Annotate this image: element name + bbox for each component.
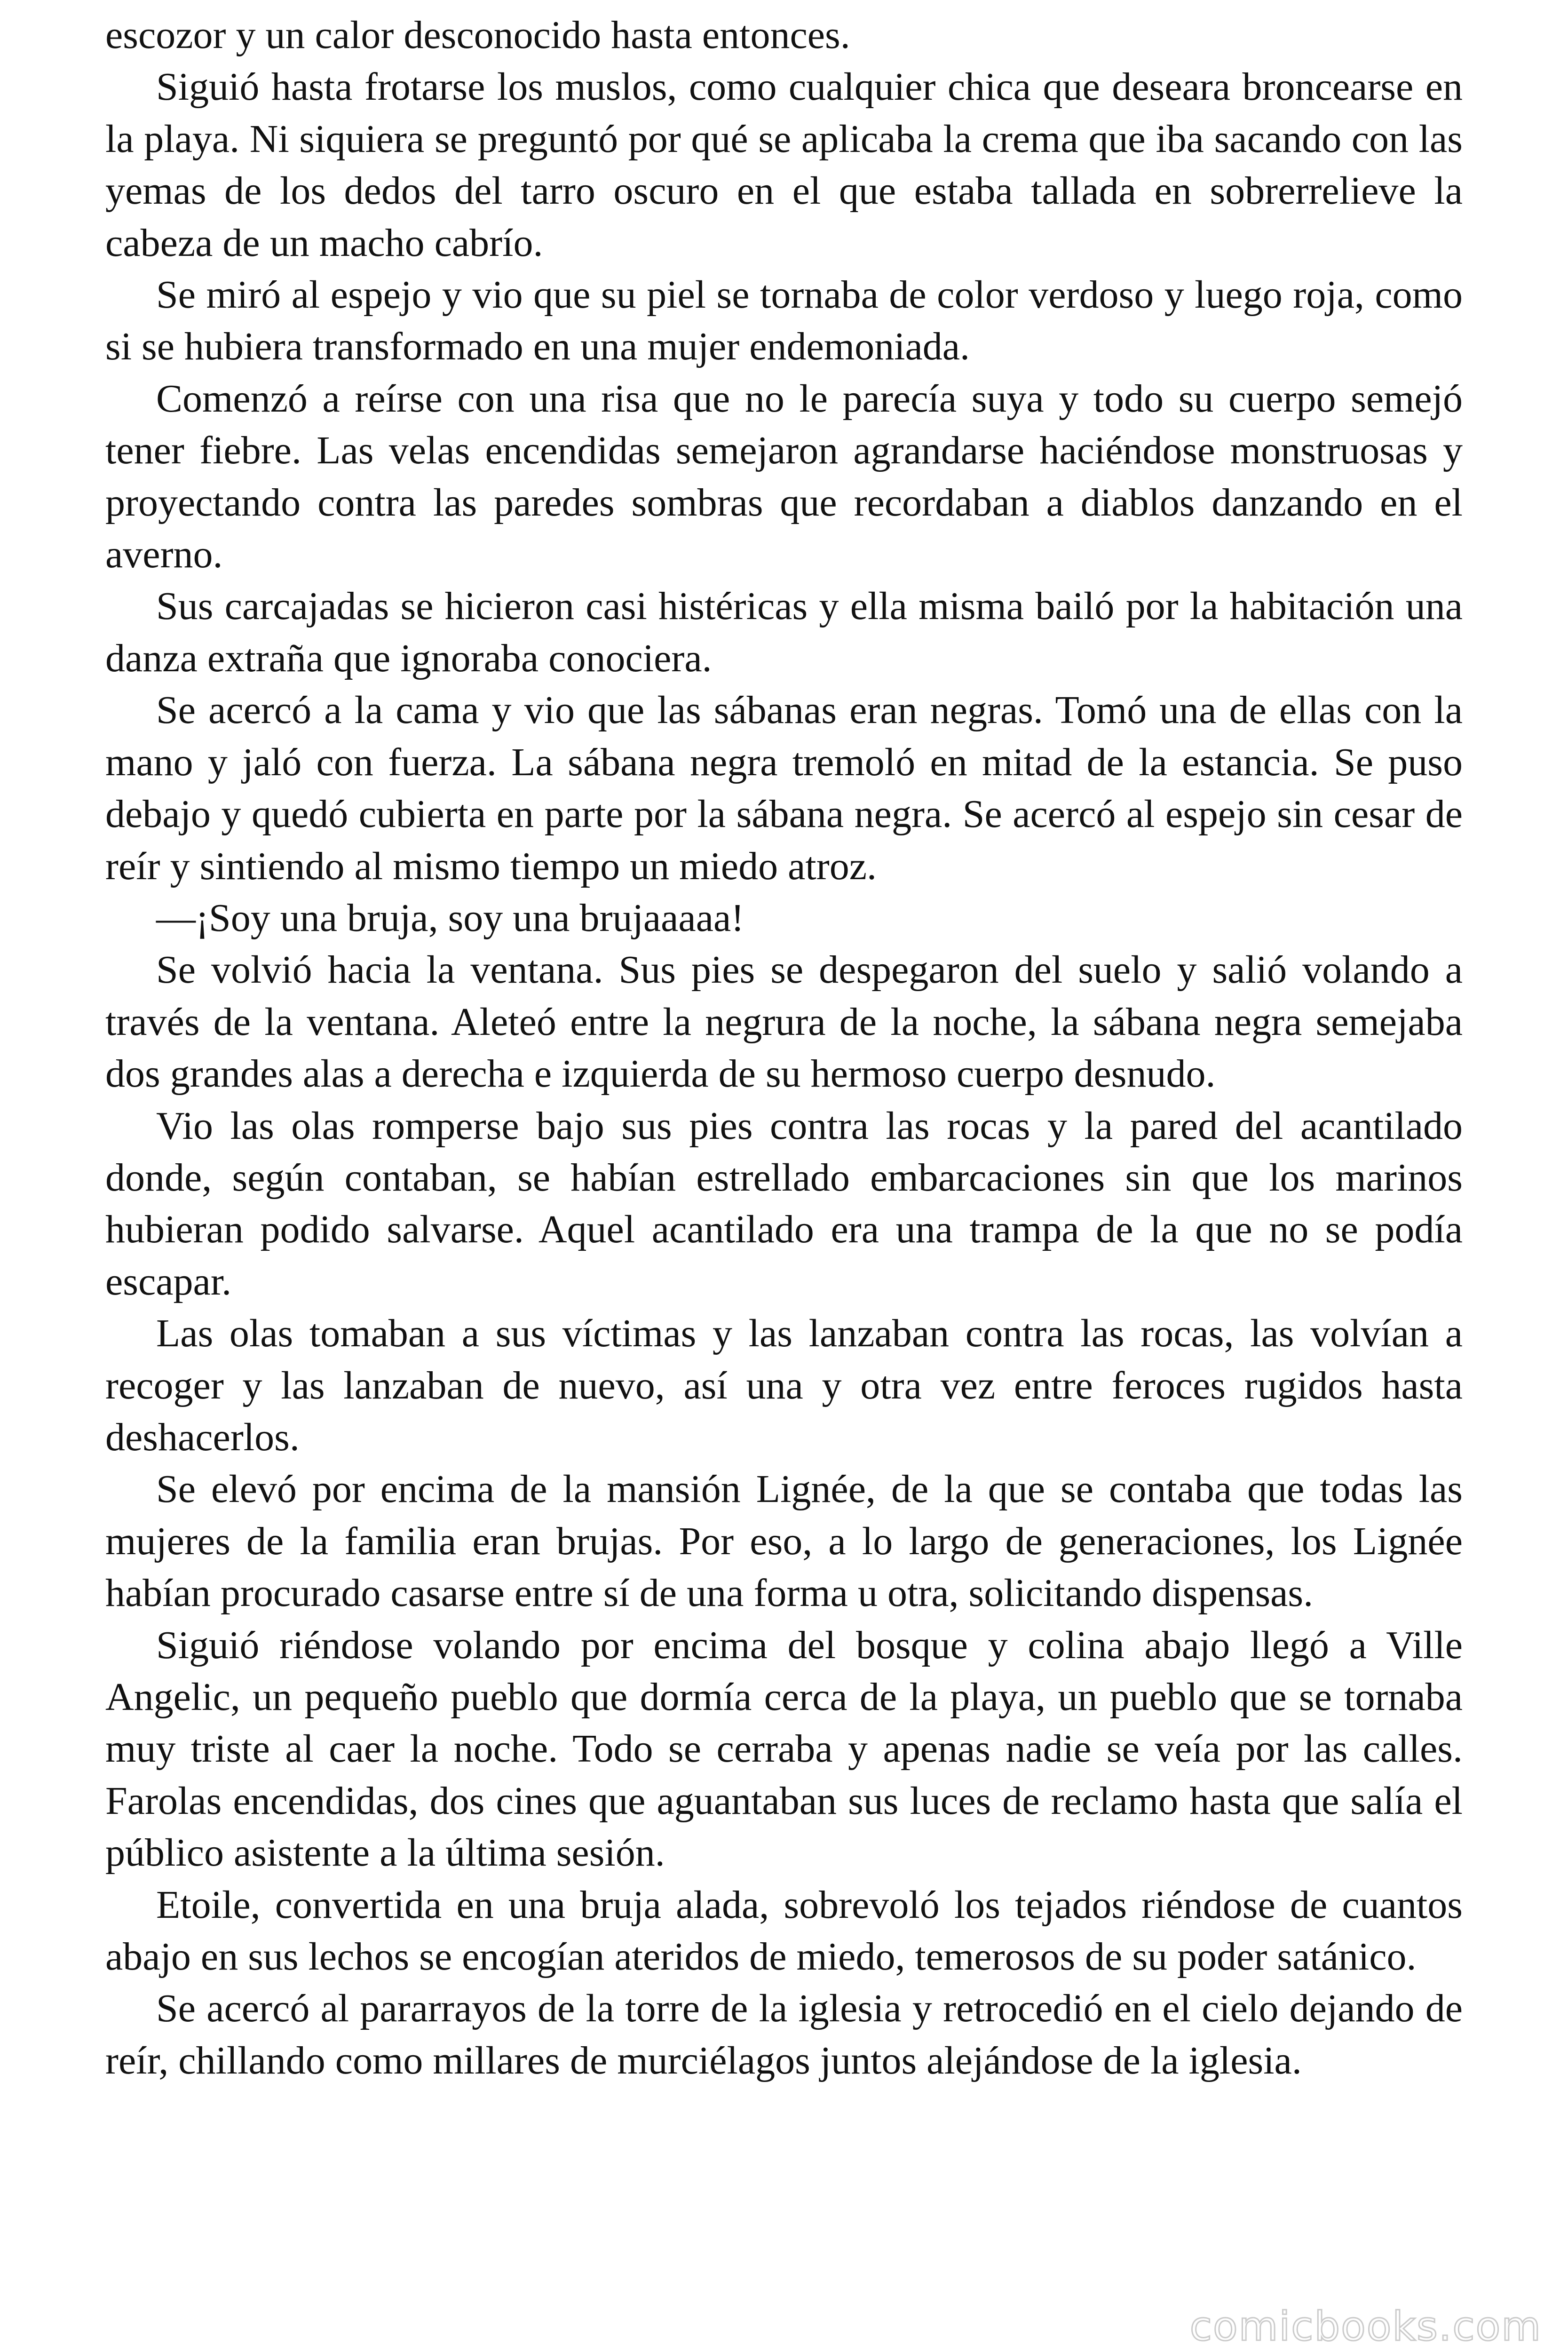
paragraph: Siguió hasta frotarse los muslos, como cualquier chica que deseara broncearse en la playa. Ni siquiera se preguntó por qué se aplicaba la crema que iba sacando con las yemas de los dedos del tarro oscuro en el que estaba tallada en sobrerrelieve la cabeza de un macho cabrío. [105,65,1463,265]
paragraph: Vio las olas romperse bajo sus pies contra las rocas y la pared del acantilado donde, según contaban, se habían estrellado embarcaciones sin que los marinos hubieran podido salvarse. Aquel acantilado era una trampa de la que no se podía escapar. [105,1104,1463,1303]
paragraph: Se elevó por encima de la mansión Lignée, de la que se contaba que todas las mujeres de la familia eran brujas. Por eso, a lo largo de generaciones, los Lignée habían procurado casarse entre sí de una forma u otra, solicitando dispensas. [105,1467,1463,1615]
paragraph: Siguió riéndose volando por encima del bosque y colina abajo llegó a Ville Angelic, un pequeño pueblo que dormía cerca de la playa, un pueblo que se tornaba muy triste al caer la noche. Todo se cerraba y apenas nadie se veía por las calles. Farolas encendidas, dos cines que aguantaban sus luces de reclamo hasta que salía el público asistente a la última sesión. [105,1623,1463,1875]
book-page [105,9,1463,2277]
dialogue-line: —¡Soy una bruja, soy una brujaaaaa! [156,896,744,940]
paragraph: Se volvió hacia la ventana. Sus pies se despegaron del suelo y salió volando a través de la ventana. Aleteó entre la negrura de la noche, la sábana negra semejaba dos grandes alas a derecha e izquierda de su hermoso cuerpo desnudo. [105,948,1463,1096]
paragraph: Las olas tomaban a sus víctimas y las lanzaban contra las rocas, las volvían a recoger y las lanzaban de nuevo, así una y otra vez entre feroces rugidos hasta deshacerlos. [105,1311,1463,1459]
paragraph: Sus carcajadas se hicieron casi histéricas y ella misma bailó por la habitación una danza extraña que ignoraba conociera. [105,584,1463,680]
watermark: comicbooks.com [1189,2303,1542,2350]
paragraph: Se acercó a la cama y vio que las sábanas eran negras. Tomó una de ellas con la mano y jaló con fuerza. La sábana negra tremoló en mitad de la estancia. Se puso debajo y quedó cubierta en parte por la sábana negra. Se acercó al espejo sin cesar de reír y sintiendo al mismo tiempo un miedo atroz. [105,688,1463,888]
paragraph: Comenzó a reírse con una risa que no le parecía suya y todo su cuerpo semejó tener fiebre. Las velas encendidas semejaron agrandarse haciéndose monstruosas y proyectando contra las paredes sombras que recordaban a diablos danzando en el averno. [105,376,1463,577]
paragraph: Se miró al espejo y vio que su piel se tornaba de color verdoso y luego roja, como si se hubiera transformado en una mujer endemoniada. [105,273,1463,369]
paragraph: Se acercó al pararrayos de la torre de la iglesia y retrocedió en el cielo dejando de reír, chillando como millares de murciélagos juntos alejándose de la iglesia. [105,1986,1463,2082]
paragraph: Etoile, convertida en una bruja alada, sobrevoló los tejados riéndose de cuantos abajo en sus lechos se encogían ateridos de miedo, temerosos de su poder satánico. [105,1883,1463,1979]
paragraph-continuation: escozor y un calor desconocido hasta entonces. [105,13,850,57]
